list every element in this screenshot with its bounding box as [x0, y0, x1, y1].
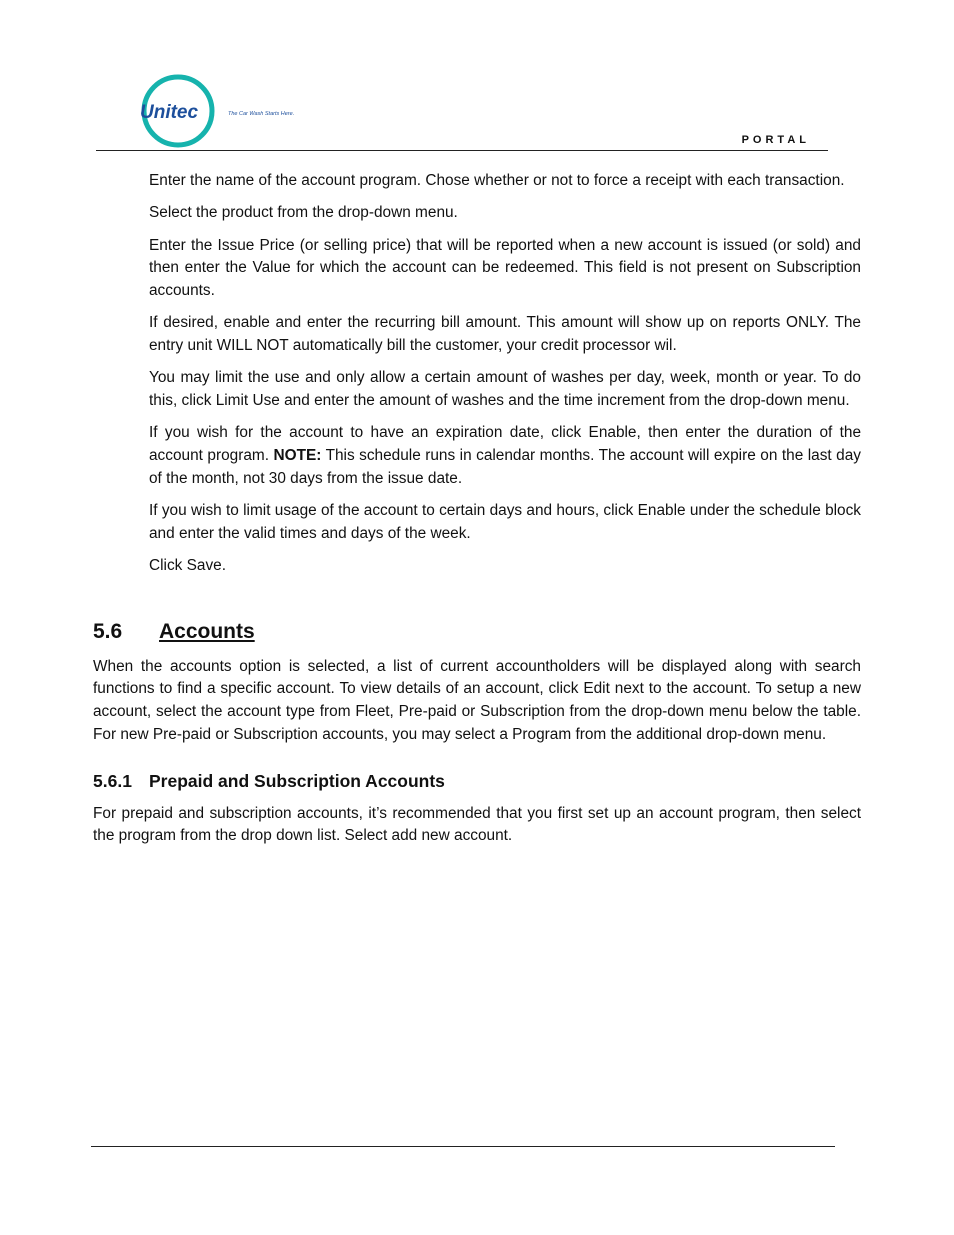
section-heading	[93, 618, 861, 646]
step-paragraph: If you wish to limit usage of the account to certain days and hours, click Enable under the schedule block and enter the valid times and days of the week.	[149, 502, 861, 542]
section-number: 5.6	[93, 619, 123, 643]
expiration-text-after: This schedule runs in calendar months. The account will expire on the last day of the month, not 30 days from the issue date.	[149, 447, 862, 487]
step-paragraph: If desired, enable and enter the recurring bill amount. This amount will show up on reports ONLY. The entry unit WILL NOT automatically bill the customer, your credit processor wil.	[149, 314, 861, 354]
header-section-label: PORTAL	[741, 134, 810, 146]
step-paragraph: You may limit the use and only allow a certain amount of washes per day, week, month or year. To do this, click Limit Use and enter the amount of washes and the time increment from the drop-down menu.	[149, 369, 861, 409]
subsection-body: For prepaid and subscription accounts, it’s recommended that you first set up an account program, then select the program from the drop down list. Select add new account.	[93, 804, 861, 845]
program-steps	[93, 170, 861, 578]
unitec-logo	[138, 72, 318, 150]
note-label: NOTE:	[273, 447, 322, 464]
step-paragraph: Click Save.	[149, 557, 226, 574]
document-body	[93, 170, 861, 848]
page-header	[96, 70, 828, 152]
step-paragraph: Select the product from the drop-down menu.	[149, 204, 458, 222]
step-paragraph: Enter the Issue Price (or selling price) that will be reported when a new account is issued (or sold) and then enter the Value for which the account can be redeemed. This field is not present on Subscription accounts.	[149, 236, 861, 299]
subsection-number: 5.6.1	[93, 770, 132, 791]
logo-tagline: The Car Wash Starts Here.	[228, 111, 295, 117]
expiration-text-before: If you wish for the account to have an expiration date, click Enable, then enter the duration of the account program.	[149, 424, 861, 464]
footer-divider	[91, 1146, 835, 1147]
step-paragraph: Enter the name of the account program. Chose whether or not to force a receipt with each transaction.	[149, 172, 845, 189]
subsection-title: Prepaid and Subscription Accounts	[149, 770, 445, 791]
subsection-heading	[93, 769, 861, 793]
section-title: Accounts	[159, 619, 255, 643]
header-divider	[96, 150, 828, 151]
expiration-step-paragraph	[149, 422, 861, 490]
section-body: When the accounts option is selected, a list of current accountholders will be displayed along with search functions to find a specific account. To view details of an account, click Edit next to the account. To setup a new account, select the account type from Fleet, Pre-paid or Subscription from the drop-down menu below the table. For new Pre-paid or Subscription accounts, you may select a Program from the additional drop-down menu.	[93, 657, 861, 743]
logo-wordmark: Unitec	[140, 102, 199, 123]
